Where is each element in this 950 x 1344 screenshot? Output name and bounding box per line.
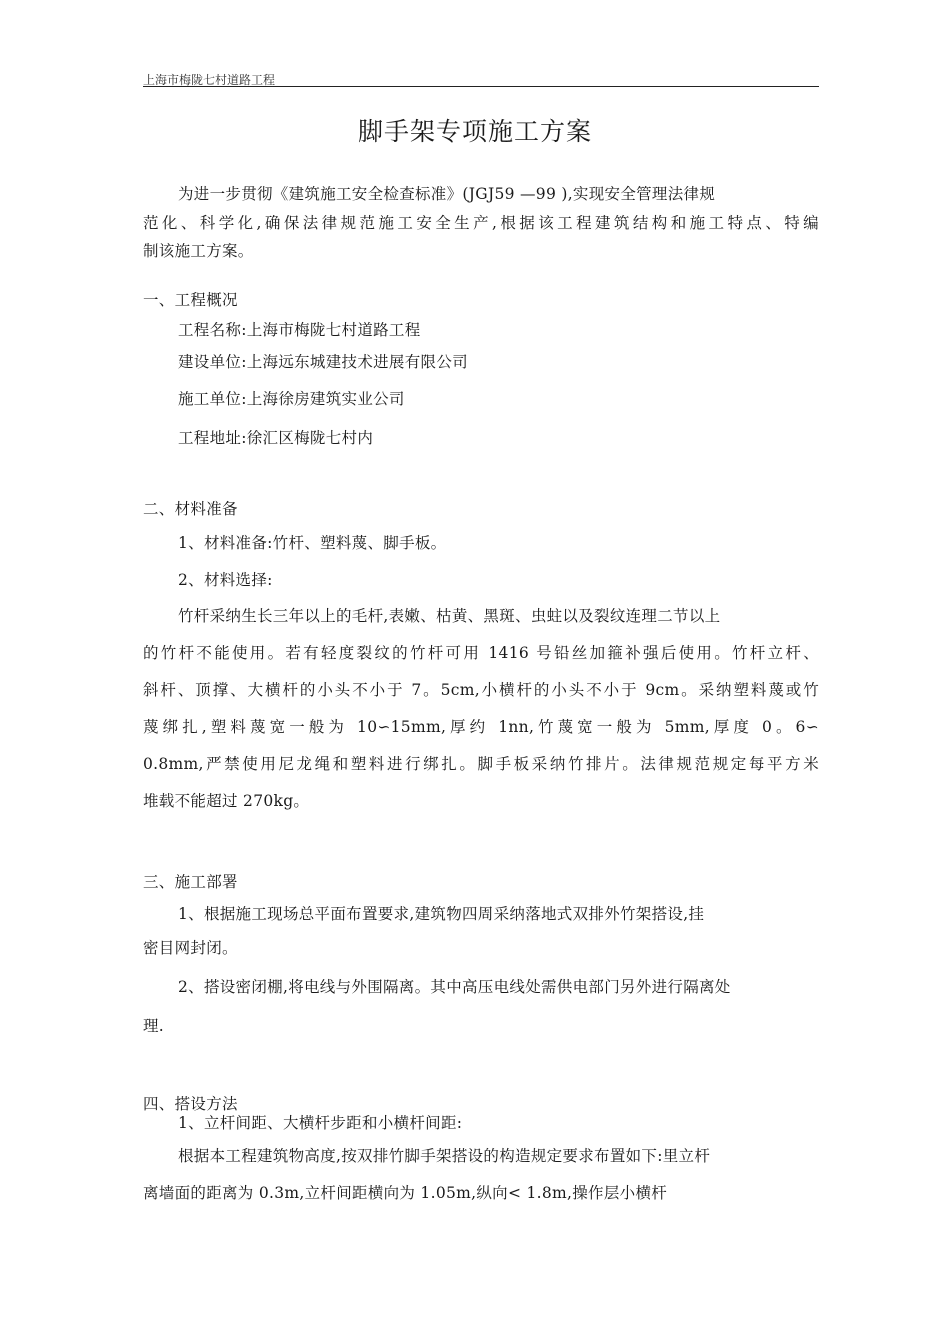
section4-heading: 四、搭设方法 — [143, 1095, 238, 1113]
section1-heading: 一、工程概况 — [143, 291, 238, 309]
construction-owner: 建设单位:上海远东城建技术进展有限公司 — [178, 353, 468, 371]
material-para-line-1: 竹杆采纳生长三年以上的毛杆,表嫩、枯黄、黑斑、虫蛀以及裂纹连理二节以上 — [178, 607, 721, 625]
deploy-para2-line-2: 理. — [143, 1017, 165, 1035]
intro-line-2: 范化、科学化,确保法律规范施工安全生产,根据该工程建筑结构和施工特点、特编 — [143, 214, 819, 232]
construction-contractor: 施工单位:上海徐房建筑实业公司 — [178, 390, 405, 408]
erect-para-line-2: 离墙面的距离为 0.3m,立杆间距横向为 1.05m,纵向< 1.8m,操作层小横杆 — [143, 1184, 668, 1202]
page-header: 上海市梅陇七村道路工程 — [143, 73, 276, 87]
header-rule — [143, 86, 819, 87]
intro-line-1: 为进一步贯彻《建筑施工安全检查标准》(JGJ59 —99 ),实现安全管理法律规 — [178, 185, 716, 203]
deploy-para1-line-1: 1、根据施工现场总平面布置要求,建筑物四周采纳落地式双排外竹架搭设,挂 — [178, 905, 705, 923]
material-para-line-2: 的竹杆不能使用。若有轻度裂纹的竹杆可用 1416 号铅丝加箍补强后使用。竹杆立杆、 — [143, 644, 819, 662]
deploy-para2-line-1: 2、搭设密闭棚,将电线与外围隔离。其中高压电线处需供电部门另外进行隔离处 — [178, 978, 731, 996]
document-title: 脚手架专项施工方案 — [357, 117, 592, 146]
deploy-para1-line-2: 密目网封闭。 — [143, 939, 238, 957]
erect-para-line-1: 根据本工程建筑物高度,按双排竹脚手架搭设的构造规定要求布置如下:里立杆 — [178, 1147, 711, 1165]
material-para-line-6: 堆载不能超过 270kg。 — [143, 792, 310, 810]
intro-line-3: 制该施工方案。 — [143, 242, 254, 260]
erect-sub1: 1、立杆间距、大横杆步距和小横杆间距: — [178, 1114, 463, 1132]
material-prep: 1、材料准备:竹杆、塑料蔑、脚手板。 — [178, 534, 447, 552]
section2-heading: 二、材料准备 — [143, 500, 238, 518]
material-para-line-3: 斜杆、顶撑、大横杆的小头不小于 7。5cm,小横杆的小头不小于 9cm。采纳塑料蔑或竹 — [143, 681, 819, 699]
material-selection: 2、材料选择: — [178, 571, 273, 589]
project-name: 工程名称:上海市梅陇七村道路工程 — [178, 321, 421, 339]
material-para-line-5: 0.8mm,严禁使用尼龙绳和塑料进行绑扎。脚手板采纳竹排片。法律规范规定每平方米 — [143, 755, 819, 773]
material-para-line-4: 蔑绑扎,塑料蔑宽一般为 10∽15mm,厚约 1nn,竹蔑宽一般为 5mm,厚度 0。6∽ — [143, 718, 819, 736]
section3-heading: 三、施工部署 — [143, 873, 238, 891]
project-address: 工程地址:徐汇区梅陇七村内 — [178, 429, 374, 447]
